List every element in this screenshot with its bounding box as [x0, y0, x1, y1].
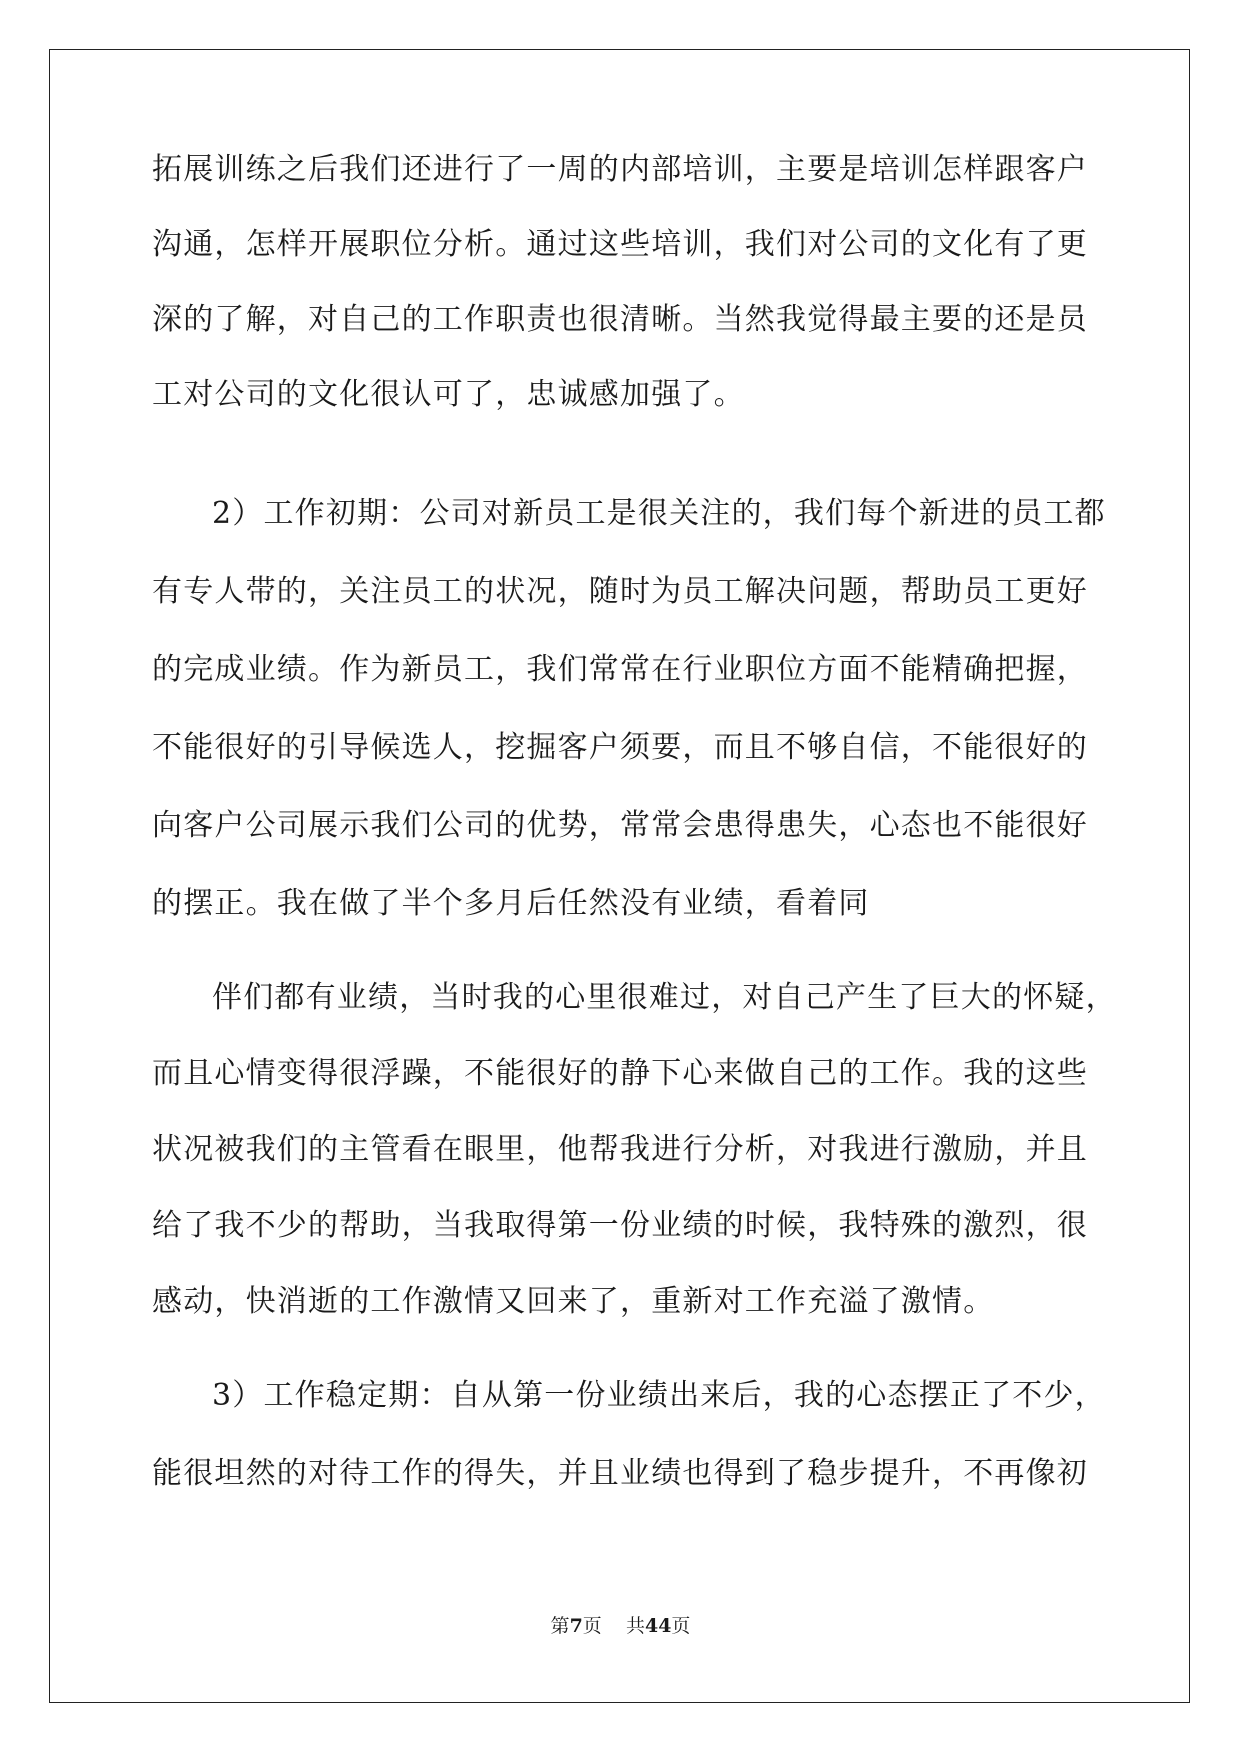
text-line: 状况被我们的主管看在眼里，他帮我进行分析，对我进行激励，并且	[152, 1132, 1088, 1167]
text-line: 有专人带的，关注员工的状况，随时为员工解决问题，帮助员工更好	[152, 574, 1088, 609]
page-number: 7	[569, 1615, 583, 1637]
footer-middle: 页 共	[582, 1615, 645, 1637]
text-line: 向客户公司展示我们公司的优势，常常会患得患失，心态也不能很好	[152, 808, 1088, 843]
footer-prefix: 第	[550, 1615, 570, 1637]
text-line: 的完成业绩。作为新员工，我们常常在行业职位方面不能精确把握，	[152, 652, 1088, 687]
page-footer	[0, 1614, 1241, 1638]
footer-suffix: 页	[671, 1615, 691, 1637]
text-line: 拓展训练之后我们还进行了一周的内部培训，主要是培训怎样跟客户	[152, 152, 1088, 187]
page-border	[49, 49, 1190, 1703]
text-line: 沟通，怎样开展职位分析。通过这些培训，我们对公司的文化有了更	[152, 227, 1088, 262]
text-line: 而且心情变得很浮躁，不能很好的静下心来做自己的工作。我的这些	[152, 1056, 1088, 1091]
text-line: 感动，快消逝的工作激情又回来了，重新对工作充溢了激情。	[152, 1284, 995, 1319]
text-line: 深的了解，对自己的工作职责也很清晰。当然我觉得最主要的还是员	[152, 302, 1088, 337]
text-line: 给了我不少的帮助，当我取得第一份业绩的时候，我特殊的激烈，很	[152, 1208, 1088, 1243]
text-line: 3）工作稳定期：自从第一份业绩出来后，我的心态摆正了不少，	[212, 1378, 1106, 1413]
text-line: 能很坦然的对待工作的得失，并且业绩也得到了稳步提升，不再像初	[152, 1456, 1088, 1491]
text-line: 不能很好的引导候选人，挖掘客户须要，而且不够自信，不能很好的	[152, 730, 1088, 765]
text-line: 的摆正。我在做了半个多月后任然没有业绩，看着同	[152, 886, 870, 921]
text-line: 工对公司的文化很认可了，忠诚感加强了。	[152, 377, 745, 412]
text-line: 2）工作初期：公司对新员工是很关注的，我们每个新进的员工都	[212, 496, 1106, 531]
text-line: 伴们都有业绩，当时我的心里很难过，对自己产生了巨大的怀疑，	[212, 980, 1117, 1015]
page-total: 44	[644, 1615, 672, 1637]
